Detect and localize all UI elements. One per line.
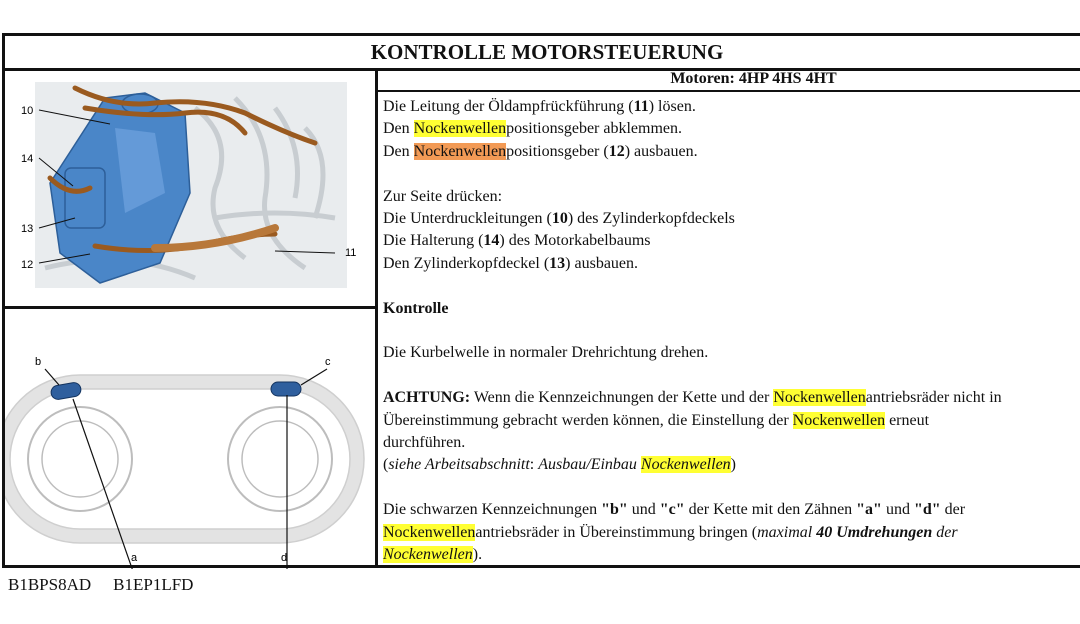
label-a: a — [131, 552, 138, 564]
label-13: 13 — [21, 223, 34, 235]
step-line: Die Halterung (14) des Motorkabelbaums — [383, 232, 651, 250]
label-12: 12 — [21, 259, 34, 271]
figure-column — [5, 68, 378, 565]
step-line: Den Nockenwellenpositionsgeber (12) ausbauen. — [383, 142, 698, 160]
figure-code: B1EP1LFD — [113, 575, 194, 594]
step-line: Nockenwellenantriebsräder in Übereinstimmung bringen (maximal 40 Umdrehungen der — [383, 523, 958, 541]
step-line: Die schwarzen Kennzeichnungen "b" und "c" der Kette mit den Zähnen "a" und "d" der — [383, 501, 966, 519]
instruction-column — [378, 68, 1080, 565]
step-line: Den Zylinderkopfdeckel (13) ausbauen. — [383, 254, 639, 272]
label-10: 10 — [21, 105, 34, 117]
step-line: Zur Seite drücken: — [383, 187, 503, 205]
label-11: 11 — [345, 247, 357, 259]
chain-figure — [5, 309, 375, 565]
instruction-text — [378, 92, 1080, 566]
warning-line: Übereinstimmung gebracht werden können, die Einstellung der Nockenwellen erneut — [383, 411, 930, 429]
label-d: d — [281, 552, 288, 564]
document-frame — [2, 33, 1080, 568]
section-heading: Kontrolle — [383, 299, 449, 317]
engine-illustration — [5, 68, 375, 306]
reference-line: (siehe Arbeitsabschnitt: Ausbau/Einbau Nockenwellen) — [383, 456, 736, 474]
step-line: Die Unterdruckleitungen (10) des Zylinderkopfdeckels — [383, 210, 735, 228]
label-c: c — [325, 356, 331, 368]
warning-line: durchführen. — [383, 434, 466, 452]
label-14: 14 — [21, 153, 34, 165]
page-title: KONTROLLE MOTORSTEUERUNG — [5, 36, 1080, 71]
engine-models: Motoren: 4HP 4HS 4HT — [378, 68, 1080, 92]
step-line: Die Kurbelwelle in normaler Drehrichtung drehen. — [383, 344, 709, 362]
figure-code: B1BPS8AD — [8, 575, 92, 594]
timing-chain-illustration — [5, 309, 375, 569]
step-line: Den Nockenwellenpositionsgeber abklemmen. — [383, 120, 683, 138]
label-b: b — [35, 356, 42, 368]
step-line: Die Leitung der Öldampfrückführung (11) lösen. — [383, 98, 696, 115]
warning-line: ACHTUNG: Wenn die Kennzeichnungen der Kette und der Nockenwellenantriebsräder nicht in — [383, 389, 1002, 407]
step-line: Nockenwellen). — [383, 546, 483, 564]
engine-figure — [5, 68, 375, 309]
reference-codes — [8, 575, 215, 595]
